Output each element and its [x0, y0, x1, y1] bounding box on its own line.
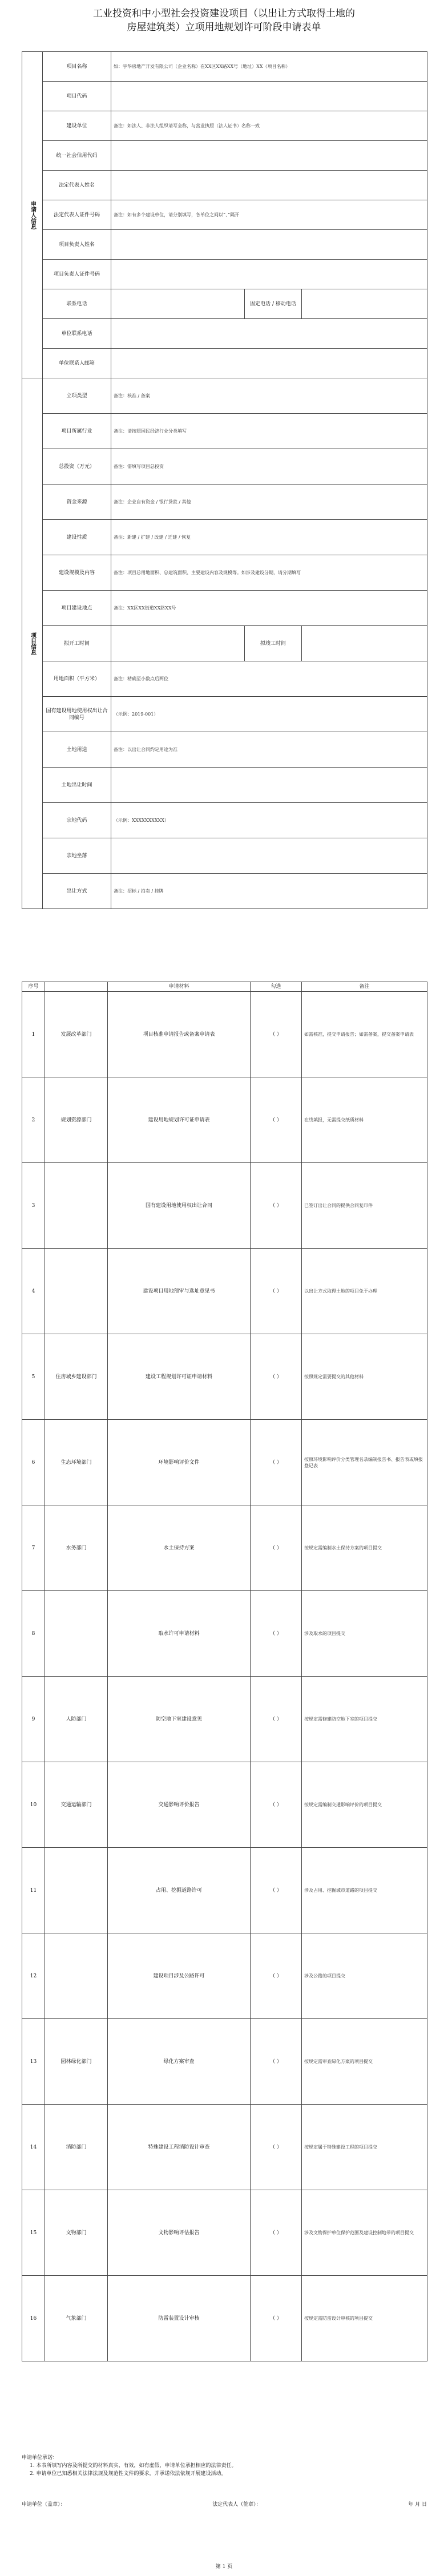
material-index: 11 — [22, 1848, 45, 1933]
material-checkbox[interactable]: （ ） — [251, 2019, 302, 2105]
materials-table — [22, 982, 427, 2361]
material-name: 防雷装置设计审核 — [108, 2276, 251, 2361]
material-dept — [45, 1249, 108, 1334]
material-dept — [45, 1933, 108, 2019]
footer — [22, 2454, 427, 2509]
project-field-value[interactable]: 备注：请按照国民经济行业分类填写 — [111, 414, 427, 449]
project-row — [22, 378, 427, 414]
material-dept: 气象部门 — [45, 2276, 108, 2361]
material-checkbox[interactable]: （ ） — [251, 1933, 302, 2019]
material-index: 6 — [22, 1420, 45, 1505]
project-field-label: 拟开工时间 — [43, 626, 111, 661]
project-field-value[interactable]: 备注：XX区XX街道XX路XX号 — [111, 591, 427, 626]
material-checkbox[interactable]: （ ） — [251, 1163, 302, 1249]
material-note: 按规定需防雷设计审核的项目提交 — [302, 2276, 427, 2361]
project-row — [22, 591, 427, 626]
material-checkbox[interactable]: （ ） — [251, 992, 302, 1077]
project-field-label: 土地用途 — [43, 732, 111, 768]
material-name: 绿化方案审查 — [108, 2019, 251, 2105]
project-field-value[interactable]: 备注：新建 / 扩建 / 改建 / 迁建 / 恢复 — [111, 520, 427, 555]
project-field-label: 总投资（万元） — [43, 449, 111, 484]
project-field-label: 建设性质 — [43, 520, 111, 555]
material-note: 涉及占用、挖掘城市道路的项目提交 — [302, 1848, 427, 1933]
material-dept: 住房城乡建设部门 — [45, 1334, 108, 1420]
project-field-value[interactable]: 备注：项目总用地面积、总建筑面积、主要建设内容及规模等。如涉及建设分期，请分期填写 — [111, 555, 427, 591]
applicant-row — [22, 200, 427, 230]
material-row — [22, 1077, 427, 1163]
material-note: 涉及取水的项目提交 — [302, 1591, 427, 1677]
project-row — [22, 661, 427, 697]
material-dept — [45, 1163, 108, 1249]
material-index: 12 — [22, 1933, 45, 2019]
material-dept: 交通运输部门 — [45, 1762, 108, 1848]
material-checkbox[interactable]: （ ） — [251, 1077, 302, 1163]
material-index: 9 — [22, 1677, 45, 1762]
project-field-value[interactable] — [111, 626, 245, 661]
material-dept — [45, 1591, 108, 1677]
material-index: 14 — [22, 2105, 45, 2190]
material-name: 建设用地规划许可证申请表 — [108, 1077, 251, 1163]
project-field-label: 资金来源 — [43, 484, 111, 520]
applicant-field-label: 建设单位 — [43, 111, 111, 141]
form-title-line2: 房屋建筑类）立项用地规划许可阶段申请表单 — [127, 22, 321, 33]
material-name: 特殊建设工程消防设计审查 — [108, 2105, 251, 2190]
material-row — [22, 2276, 427, 2361]
material-index: 10 — [22, 1762, 45, 1848]
material-dept — [45, 1848, 108, 1933]
material-name: 水土保持方案 — [108, 1505, 251, 1591]
material-note: 在线填报，无需提交纸质材料 — [302, 1077, 427, 1163]
material-checkbox[interactable]: （ ） — [251, 1762, 302, 1848]
material-row — [22, 1762, 427, 1848]
material-index: 2 — [22, 1077, 45, 1163]
project-field-label: 出让方式 — [43, 874, 111, 909]
applicant-field-value[interactable] — [111, 349, 427, 378]
material-name: 取水许可申请材料 — [108, 1591, 251, 1677]
project-field-label: 宗地代码 — [43, 803, 111, 838]
applicant-field-value[interactable]: 如：宇华房地产开发有限公司（企业名称）在XX区XX路XX号（地址）XX（项目名称） — [111, 52, 427, 82]
project-row — [22, 484, 427, 520]
project-row — [22, 414, 427, 449]
project-field-label: 立项类型 — [43, 378, 111, 414]
legal-rep-seal-label: 法定代表人（签章）： — [212, 2502, 261, 2508]
material-dept: 园林绿化部门 — [45, 2019, 108, 2105]
project-field-value[interactable]: （示例：XXXXXXXXXX） — [111, 803, 427, 838]
material-row — [22, 1505, 427, 1591]
material-checkbox[interactable]: （ ） — [251, 1505, 302, 1591]
project-field-value[interactable]: （示例：2019-001） — [111, 697, 427, 732]
footer-declare: 申请单位承诺： — [22, 2455, 58, 2461]
material-note: 涉及文物保护单位保护范围及建设控制地带的项目提交 — [302, 2190, 427, 2276]
applicant-field-label: 项目负责人姓名 — [43, 230, 111, 260]
material-note: 按规定需修建防空地下室的项目提交 — [302, 1677, 427, 1762]
applicant-section-label: 申请人信息 — [22, 52, 43, 378]
applicant-seal-label: 申请单位（盖章）： — [22, 2502, 66, 2508]
project-row — [22, 626, 427, 661]
material-name: 建设项目用地预审与选址意见书 — [108, 1249, 251, 1334]
applicant-field-label: 项目代码 — [43, 82, 111, 111]
project-field-label: 项目所属行业 — [43, 414, 111, 449]
material-row — [22, 2105, 427, 2190]
material-name: 占用、挖掘道路许可 — [108, 1848, 251, 1933]
applicant-field-label: 项目负责人证件号码 — [43, 260, 111, 289]
material-row — [22, 1677, 427, 1762]
applicant-field-value[interactable] — [111, 230, 427, 260]
material-checkbox[interactable]: （ ） — [251, 1591, 302, 1677]
material-row — [22, 1163, 427, 1249]
info-table — [22, 51, 427, 909]
material-dept: 消防部门 — [45, 2105, 108, 2190]
applicant-row — [22, 52, 427, 82]
applicant-row — [22, 289, 427, 319]
applicant-field-value[interactable]: 备注：如法人、非法人组织请写全称，与营业执照（法人证书）名称一致 — [111, 111, 427, 141]
material-row — [22, 992, 427, 1077]
applicant-field-value[interactable] — [111, 260, 427, 289]
applicant-field-label: 法定代表人姓名 — [43, 171, 111, 200]
material-dept: 生态环境部门 — [45, 1420, 108, 1505]
material-row — [22, 1420, 427, 1505]
applicant-field-label: 法定代表人证件号码 — [43, 200, 111, 230]
project-row — [22, 697, 427, 732]
material-note: 按规定需审查绿化方案的项目提交 — [302, 2019, 427, 2105]
material-name: 建设工程规划许可证申请材料 — [108, 1334, 251, 1420]
material-dept: 文物部门 — [45, 2190, 108, 2276]
material-index: 16 — [22, 2276, 45, 2361]
material-row — [22, 1591, 427, 1677]
footer-line2: 2. 申请单位已知悉相关法律法规及规范性文件的要求，并承诺依法依规开展建设活动。 — [30, 2471, 227, 2477]
project-row — [22, 874, 427, 909]
material-name: 建设项目涉及公路许可 — [108, 1933, 251, 2019]
material-row — [22, 2019, 427, 2105]
materials-header-index: 序号 — [22, 982, 45, 992]
material-note: 按照规定需要提交的其他材料 — [302, 1334, 427, 1420]
project-field-value[interactable]: 备注：招标 / 拍卖 / 挂牌 — [111, 874, 427, 909]
applicant-row — [22, 171, 427, 200]
material-name: 国有建设用地使用权出让合同 — [108, 1163, 251, 1249]
material-name: 文物影响评估报告 — [108, 2190, 251, 2276]
project-field-label: 项目建设地点 — [43, 591, 111, 626]
project-row — [22, 555, 427, 591]
project-field-value[interactable] — [111, 838, 427, 874]
material-index: 4 — [22, 1249, 45, 1334]
project-field-value[interactable]: 备注：需填写项目总投资 — [111, 449, 427, 484]
applicant-row — [22, 141, 427, 171]
material-note: 按规定需编制交通影响评价的项目提交 — [302, 1762, 427, 1848]
project-field-label: 宗地坐落 — [43, 838, 111, 874]
material-name: 防空地下室建设意见 — [108, 1677, 251, 1762]
material-checkbox[interactable]: （ ） — [251, 1848, 302, 1933]
signature-row — [22, 2501, 427, 2509]
applicant-field-label: 单位联系电话 — [43, 319, 111, 349]
project-field-value[interactable]: 备注：企业自有资金 / 银行贷款 / 其他 — [111, 484, 427, 520]
material-note: 按照环境影响评价分类管理名录编制报告书、报告表或填报登记表 — [302, 1420, 427, 1505]
material-index: 7 — [22, 1505, 45, 1591]
material-note: 按规定需编制水土保持方案的项目提交 — [302, 1505, 427, 1591]
project-field-label: 国有建设用地使用权出让合同编号 — [43, 697, 111, 732]
applicant-field-label: 项目名称 — [43, 52, 111, 82]
project-row — [22, 838, 427, 874]
project-row — [22, 520, 427, 555]
project-field-value-2[interactable] — [302, 626, 427, 661]
applicant-row — [22, 230, 427, 260]
material-checkbox[interactable]: （ ） — [251, 2276, 302, 2361]
material-checkbox[interactable]: （ ） — [251, 1334, 302, 1420]
applicant-field-label: 统一社会信用代码 — [43, 141, 111, 171]
project-field-value[interactable]: 备注：以出让合同约定用途为准 — [111, 732, 427, 768]
material-index: 3 — [22, 1163, 45, 1249]
material-index: 1 — [22, 992, 45, 1077]
materials-header-name: 申请材料 — [108, 982, 251, 992]
material-note: 如需核准，提交申请报告；如需备案，提交备案申请表 — [302, 992, 427, 1077]
material-index: 15 — [22, 2190, 45, 2276]
applicant-field-value[interactable] — [111, 141, 427, 171]
applicant-field-value[interactable]: 备注：如有多个建设单位，请分别填写，各单位之间以“、”隔开 — [111, 200, 427, 230]
project-section-label: 项目信息 — [22, 378, 43, 909]
form-title — [0, 0, 448, 34]
material-note: 涉及公路的项目提交 — [302, 1933, 427, 2019]
material-name: 项目核准申请报告或备案申请表 — [108, 992, 251, 1077]
material-row — [22, 1249, 427, 1334]
material-row — [22, 1334, 427, 1420]
project-field-label: 土地出让时间 — [43, 768, 111, 803]
page-number: 第 1 页 — [215, 2564, 233, 2570]
footer-line1: 1. 本表所填写内容及所提交的材料真实、有效，如有虚假，申请单位承担相应的法律责任。 — [30, 2463, 237, 2469]
material-note: 已签订出让合同的提供合同复印件 — [302, 1163, 427, 1249]
applicant-field-value-2[interactable] — [302, 289, 427, 319]
material-note: 按规定属于特殊建设工程的项目提交 — [302, 2105, 427, 2190]
materials-header-dept — [45, 982, 108, 992]
project-row — [22, 732, 427, 768]
material-row — [22, 1848, 427, 1933]
project-field-label-2: 拟竣工时间 — [245, 626, 302, 661]
project-row — [22, 803, 427, 838]
applicant-field-value[interactable] — [111, 82, 427, 111]
applicant-field-value[interactable] — [111, 289, 245, 319]
material-row — [22, 1933, 427, 2019]
material-checkbox[interactable]: （ ） — [251, 1249, 302, 1334]
material-dept: 发展改革部门 — [45, 992, 108, 1077]
material-checkbox[interactable]: （ ） — [251, 2105, 302, 2190]
applicant-field-value[interactable] — [111, 319, 427, 349]
material-note: 以出让方式取得土地的项目免于办理 — [302, 1249, 427, 1334]
form-title-line1: 工业投资和中小型社会投资建设项目（以出让方式取得土地的 — [93, 8, 355, 19]
applicant-field-label: 单位联系人邮箱 — [43, 349, 111, 378]
materials-header-note: 备注 — [302, 982, 427, 992]
applicant-field-value[interactable] — [111, 171, 427, 200]
material-row — [22, 2190, 427, 2276]
material-checkbox[interactable]: （ ） — [251, 1420, 302, 1505]
material-name: 环境影响评价文件 — [108, 1420, 251, 1505]
project-row — [22, 768, 427, 803]
material-dept: 水务部门 — [45, 1505, 108, 1591]
applicant-row — [22, 111, 427, 141]
material-checkbox[interactable]: （ ） — [251, 2190, 302, 2276]
project-field-value[interactable]: 备注：精确至小数点后两位 — [111, 661, 427, 697]
material-index: 8 — [22, 1591, 45, 1677]
applicant-row — [22, 319, 427, 349]
material-index: 13 — [22, 2019, 45, 2105]
material-dept: 人防部门 — [45, 1677, 108, 1762]
project-field-label: 建设规模及内容 — [43, 555, 111, 591]
applicant-row — [22, 260, 427, 289]
applicant-row — [22, 82, 427, 111]
material-checkbox[interactable]: （ ） — [251, 1677, 302, 1762]
project-field-label: 用地面积（平方米） — [43, 661, 111, 697]
material-dept: 规划资源部门 — [45, 1077, 108, 1163]
applicant-row — [22, 349, 427, 378]
project-field-value[interactable]: 备注：核准 / 备案 — [111, 378, 427, 414]
project-row — [22, 449, 427, 484]
material-index: 5 — [22, 1334, 45, 1420]
materials-header-check: 勾选 — [251, 982, 302, 992]
applicant-field-label-2: 固定电话 / 移动电话 — [245, 289, 302, 319]
sign-date: 年 月 日 — [408, 2502, 427, 2508]
applicant-field-label: 联系电话 — [43, 289, 111, 319]
project-field-value[interactable] — [111, 768, 427, 803]
material-name: 交通影响评价报告 — [108, 1762, 251, 1848]
